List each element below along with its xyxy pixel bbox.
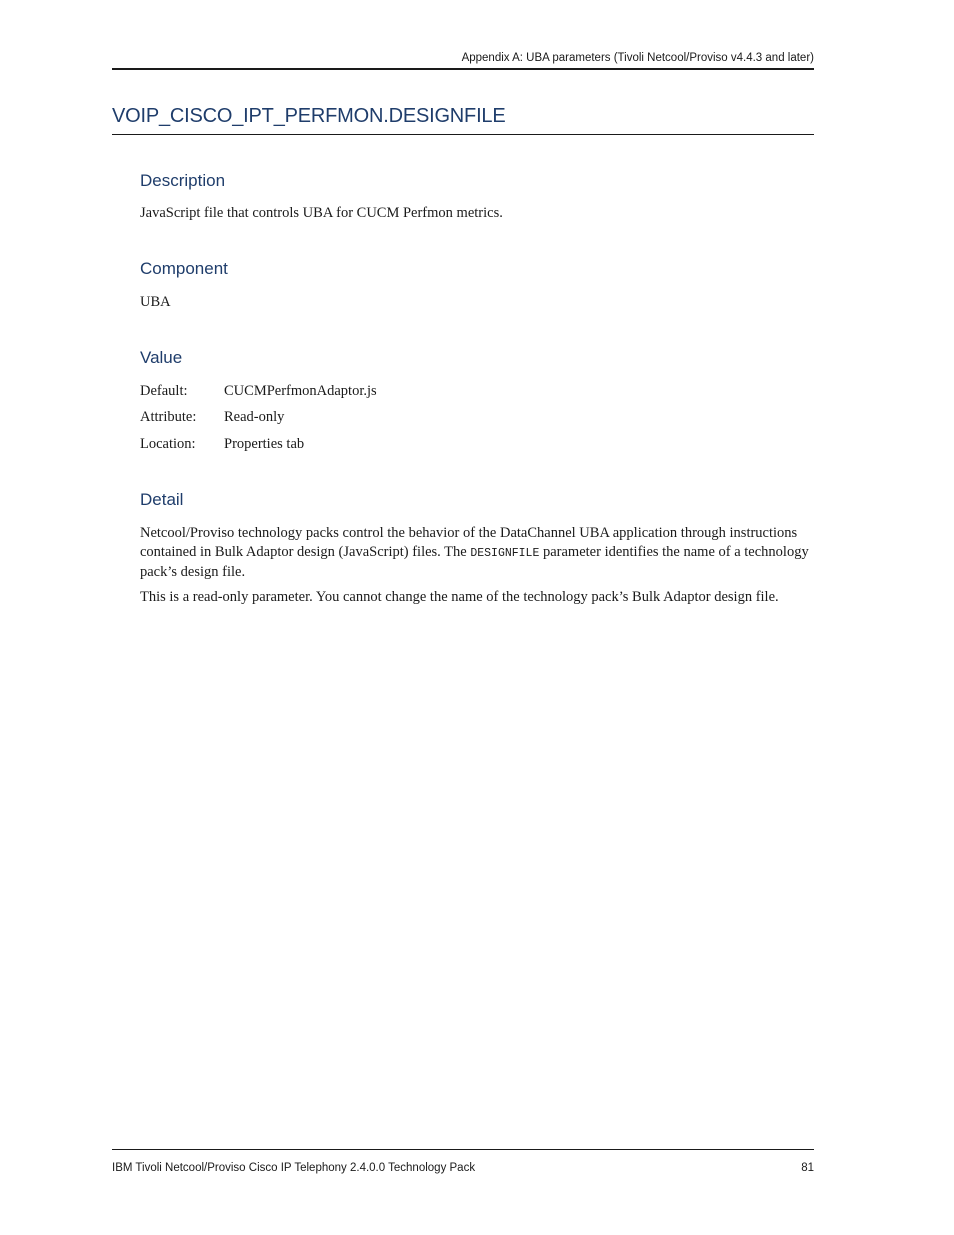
footer-rule — [112, 1149, 814, 1150]
detail-text: parameter identifies the name of a technology pack’s design file. — [140, 543, 809, 580]
component-text: UBA — [140, 294, 171, 310]
value-row-attribute — [140, 408, 284, 427]
header-rule — [112, 68, 814, 70]
component-heading: Component — [140, 259, 228, 278]
value-row-default — [140, 382, 377, 401]
value-label: Location: — [140, 436, 196, 452]
footer-title: IBM Tivoli Netcool/Proviso Cisco IP Telephony 2.4.0.0 Technology Pack — [112, 1162, 476, 1174]
detail-paragraph-2: This is a read-only parameter. You cannot change the name of the technology pack’s Bulk Adaptor design file. — [140, 589, 779, 605]
page-number: 81 — [801, 1162, 814, 1174]
value-text: Read-only — [224, 409, 285, 425]
value-label: Default: — [140, 383, 188, 399]
value-row-location — [140, 435, 304, 454]
value-text: Properties tab — [224, 436, 305, 452]
title-rule — [112, 134, 814, 135]
parameter-code: DESIGNFILE — [470, 546, 540, 560]
value-heading: Value — [140, 348, 183, 367]
value-label: Attribute: — [140, 409, 197, 425]
detail-heading: Detail — [140, 490, 184, 509]
description-text: JavaScript file that controls UBA for CUCM Perfmon metrics. — [140, 205, 503, 221]
page-title: VOIP_CISCO_IPT_PERFMON.DESIGNFILE — [112, 105, 506, 127]
detail-paragraph-1 — [140, 524, 815, 582]
description-heading: Description — [140, 171, 226, 190]
running-header: Appendix A: UBA parameters (Tivoli Netcool/Proviso v4.4.3 and later) — [461, 52, 814, 64]
value-text: CUCMPerfmonAdaptor.js — [224, 383, 377, 399]
detail-text: Netcool/Proviso technology packs control the behavior of the DataChannel UBA application through instructions contained in Bulk Adaptor design (JavaScript) files. The — [140, 525, 798, 560]
